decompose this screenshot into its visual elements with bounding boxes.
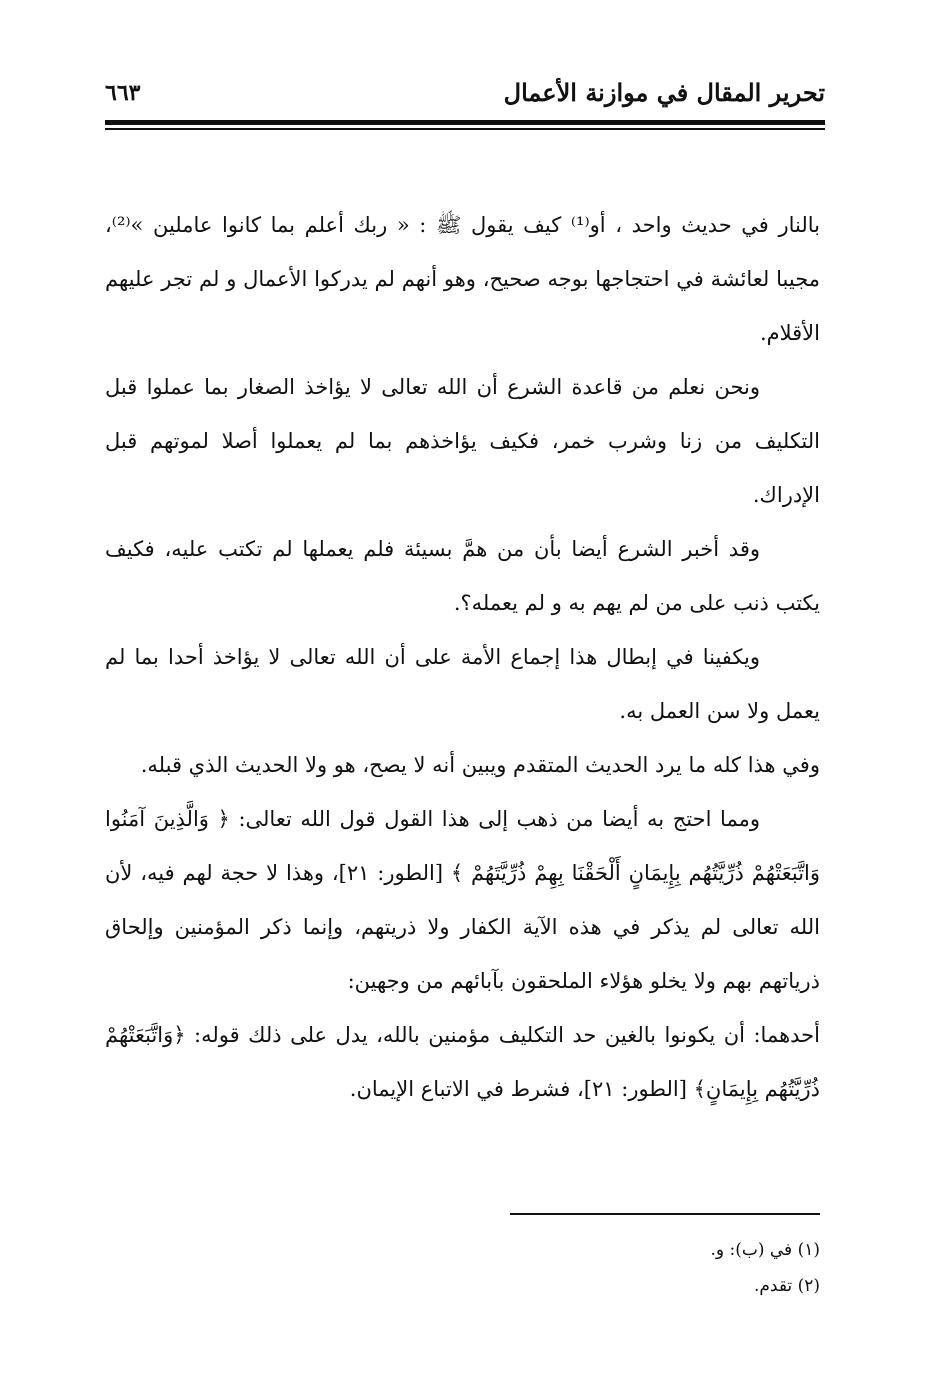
paragraph: وقد أخبر الشرع أيضا بأن من همَّ بسيئة فلم يعملها لم تكتب عليه، فكيف يكتب ذنب على من لم يهم به و لم يعمله؟.	[105, 537, 820, 615]
paragraph: أحدهما: أن يكونوا بالغين حد التكليف مؤمنين بالله، يدل على ذلك قوله: ﴿وَاتَّبَعَتْهُمْ ذُرِّيَّتُهُم بِإِيمَانٍ﴾ [الطور: ٢١]، فشرط في الاتباع الإيمان.	[105, 1023, 820, 1101]
page-header	[105, 78, 825, 118]
footnote-separator	[510, 1213, 820, 1215]
paragraph: وفي هذا كله ما يرد الحديث المتقدم ويبين أنه لا يصح، هو ولا الحديث الذي قبله.	[140, 753, 820, 777]
footnote: (٢) تقدم.	[753, 1276, 820, 1296]
page-number: ٦٦٣	[105, 80, 141, 106]
header-rule-thick	[105, 120, 825, 125]
running-title: تحرير المقال في موازنة الأعمال	[503, 78, 825, 107]
footnote: (١) في (ب): و.	[710, 1240, 820, 1260]
main-text	[105, 198, 820, 1116]
paragraph: ويكفينا في إبطال هذا إجماع الأمة على أن الله تعالى لا يؤاخذ أحدا بما لم يعمل ولا سن العمل به.	[105, 645, 820, 723]
paragraph: ونحن نعلم من قاعدة الشرع أن الله تعالى لا يؤاخذ الصغار بما عملوا قبل التكليف من زنا وشرب خمر، فكيف يؤاخذهم بما لم يعملوا أصلا لموتهم قبل الإدراك.	[105, 375, 820, 507]
paragraph: بالنار في حديث واحد ، أو⁽¹⁾ كيف يقول ﷺ : « ربك أعلم بما كانوا عاملين »⁽²⁾، مجيبا لعائشة في احتجاجها بوجه صحيح، وهو أنهم لم يدركوا الأعمال و لم تجر عليهم الأقلام.	[105, 213, 820, 345]
footnotes	[105, 1232, 820, 1304]
paragraph: ومما احتج به أيضا من ذهب إلى هذا القول قول الله تعالى: ﴿ وَالَّذِينَ آمَنُوا وَاتَّبَعَتْهُمْ ذُرِّيَّتُهُم بِإِيمَانٍ أَلْحَقْنَا بِهِمْ ذُرِّيَّتَهُمْ ﴾ [الطور: ٢١]، وهذا لا حجة لهم فيه، لأن الله تعالى لم يذكر في هذه الآية الكفار ولا ذريتهم، وإنما ذكر المؤمنين وإلحاق ذرياتهم بهم ولا يخلو هؤلاء الملحقون بآبائهم من وجهين:	[105, 807, 821, 993]
header-rule-thin	[105, 128, 825, 130]
